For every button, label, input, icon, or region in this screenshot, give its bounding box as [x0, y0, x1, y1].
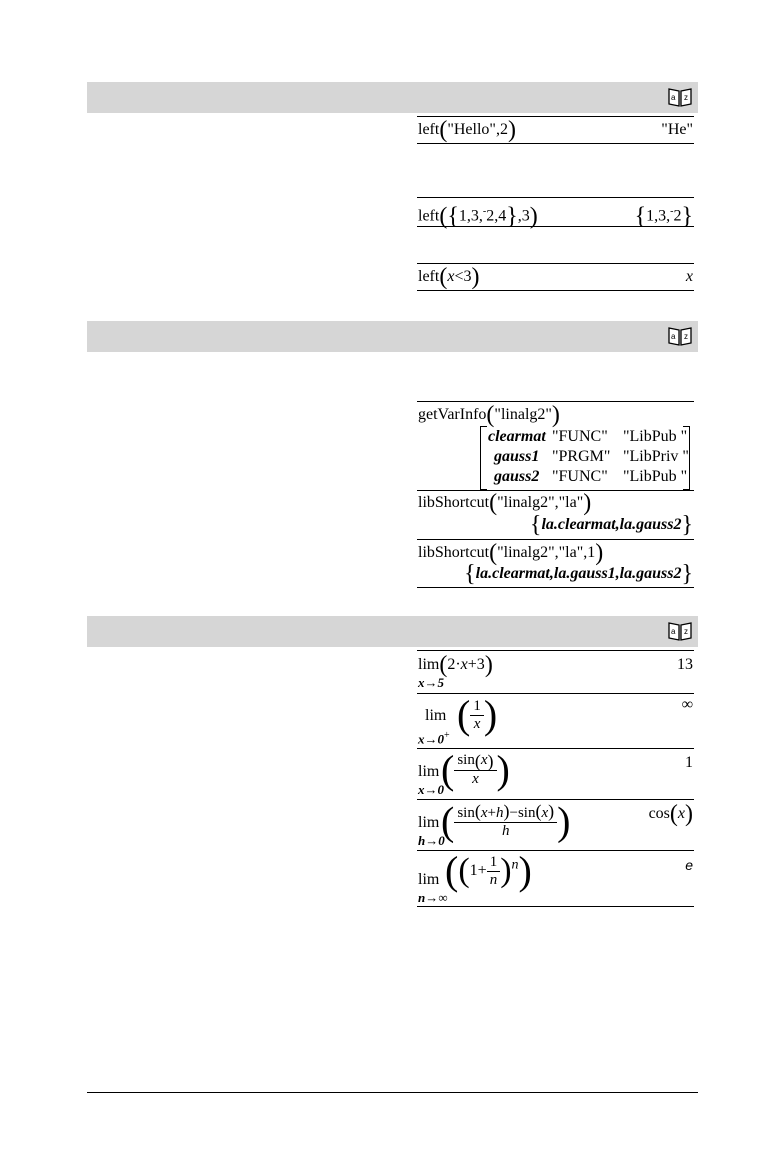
variable-info-matrix: [480, 426, 690, 490]
limit-row: [417, 848, 694, 907]
reference-book-icon: [667, 325, 693, 347]
limit-label: lim: [418, 763, 440, 780]
limit-variable: x→5: [418, 675, 444, 690]
limit-label: lim: [418, 871, 440, 888]
matrix-cell: "LibPub ": [623, 468, 688, 485]
example-result: {1,3,-2}: [634, 203, 693, 230]
matrix-cell: clearmat: [488, 428, 546, 445]
getvarinfo-command: getVarInfo("linalg2"): [418, 402, 560, 428]
getvarinfo-row: [417, 401, 694, 491]
matrix-cell: "FUNC": [552, 468, 608, 485]
reference-book-icon: [667, 86, 693, 108]
limit-result: 13: [677, 656, 693, 673]
section-header-bar-limit: [87, 616, 698, 647]
limit-expression: ( $\frac{\sin(x)}{x}$ ): [441, 747, 510, 792]
libshortcut-command: libShortcut("linalg2","la",1): [418, 540, 604, 566]
matrix-cell: gauss1: [494, 448, 540, 465]
reference-book-icon: [667, 620, 693, 642]
footer-divider: [87, 1092, 698, 1093]
svg-text:a: a: [671, 627, 676, 636]
limit-variable: h→0: [418, 833, 445, 848]
limit-result: e: [685, 857, 693, 873]
limit-row: [417, 749, 694, 800]
svg-text:a: a: [671, 332, 676, 341]
example-row: [417, 197, 694, 230]
limit-expression: ((1+ $\frac{1}{n}$ )$^n$): [445, 848, 532, 893]
limit-label: lim: [418, 814, 440, 831]
svg-text:z: z: [684, 627, 688, 636]
libshortcut-row: [417, 540, 694, 588]
svg-text:z: z: [684, 332, 688, 341]
limit-expression: ( $\frac{\sin(x+h)-\sin(x)}{h}$ ): [441, 798, 571, 844]
svg-text:z: z: [684, 93, 688, 102]
limit-result: ∞: [681, 696, 693, 713]
limit-expression: ( $\frac{1}{x}$ ): [457, 692, 498, 737]
limit-label: lim: [425, 707, 447, 724]
limit-row: [417, 800, 694, 851]
example-expression: left({1,3,-2,4},3): [418, 203, 538, 230]
example-expression: left(x<3): [418, 264, 480, 290]
section-header-bar-libshortcut: [87, 321, 698, 352]
limit-variable: x→0: [418, 782, 444, 797]
limit-variable: n→∞: [418, 890, 448, 905]
limit-row: [417, 650, 694, 694]
example-row: [417, 116, 694, 144]
example-row: [417, 263, 694, 291]
limit-row: lim x→0+ ( $\frac{1}{x}$ ) ∞: [417, 693, 694, 749]
matrix-cell: gauss2: [494, 468, 540, 485]
limit-result: 1: [685, 754, 693, 771]
libshortcut-result: {la.clearmat,la.gauss2}: [529, 512, 693, 538]
libshortcut-row: [417, 490, 694, 540]
libshortcut-result: {la.clearmat,la.gauss1,la.gauss2}: [464, 561, 693, 587]
matrix-cell: "PRGM": [552, 448, 611, 465]
libshortcut-command: libShortcut("linalg2","la"): [418, 490, 592, 516]
limit-result: cos(x): [648, 801, 693, 827]
matrix-cell: "FUNC": [552, 428, 608, 445]
matrix-cell: "LibPub ": [623, 428, 688, 445]
svg-text:a: a: [671, 93, 676, 102]
example-result: "He": [661, 121, 693, 138]
matrix-cell: "LibPriv ": [623, 448, 689, 465]
section-header-bar-left: [87, 82, 698, 113]
example-result: x: [685, 268, 693, 285]
example-expression: left("Hello",2): [418, 117, 516, 143]
limit-expression: lim(2·x+3): [418, 652, 493, 678]
